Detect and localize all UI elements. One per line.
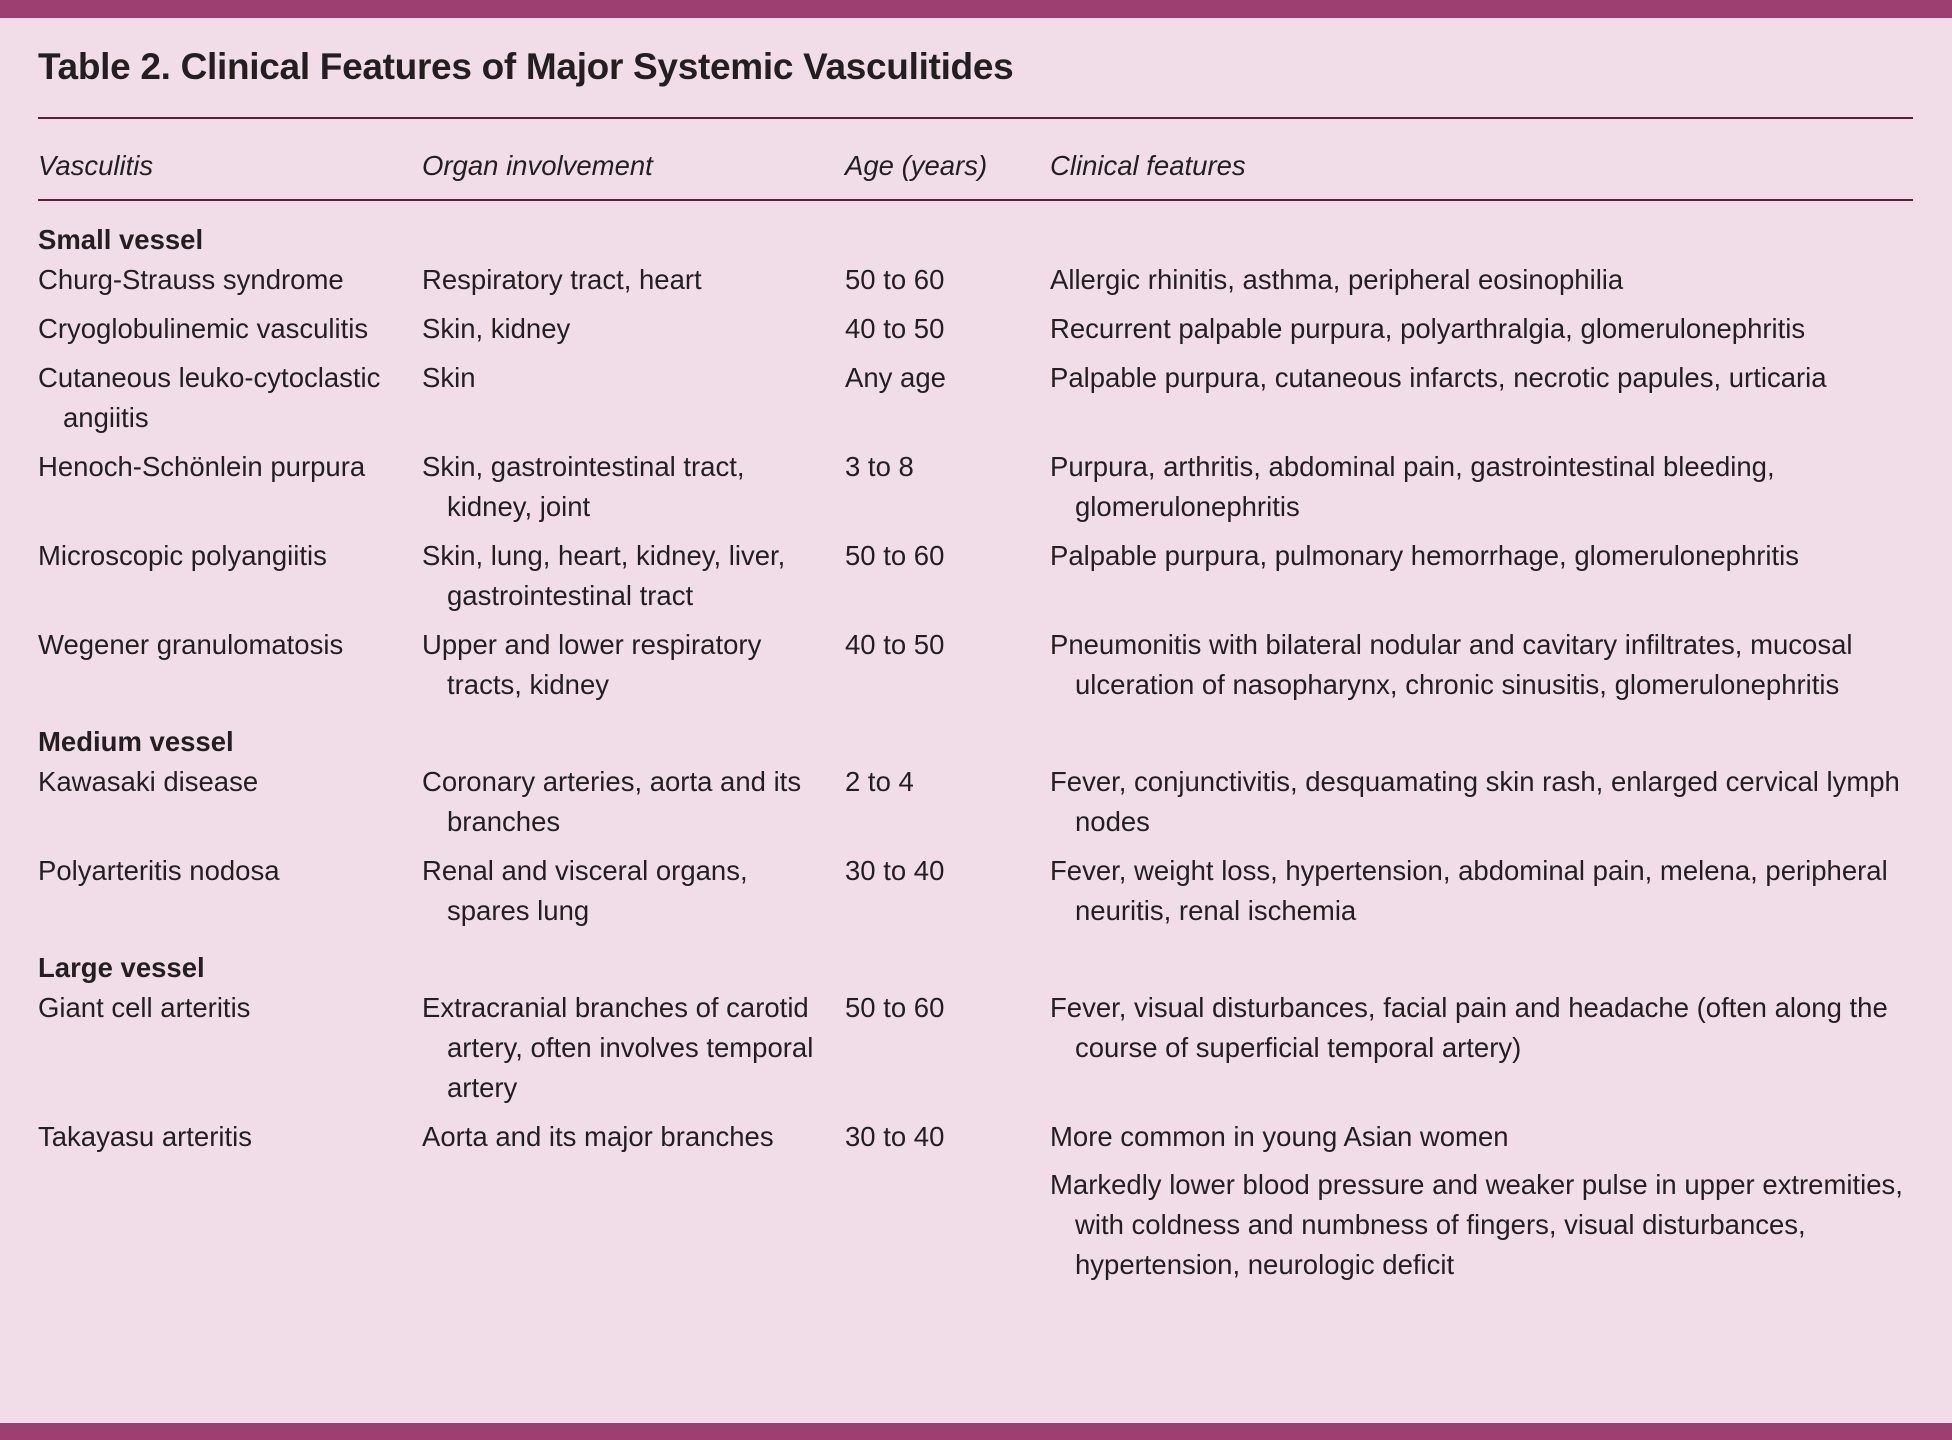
table-title: Table 2. Clinical Features of Major Systemic Vasculitides xyxy=(38,46,1014,87)
organ-cell: Skin, lung, heart, kidney, liver, gastrointestinal tract xyxy=(422,540,786,611)
organ-cell: Upper and lower respiratory tracts, kidney xyxy=(422,629,762,700)
clinical-feature-text: Fever, visual disturbances, facial pain and headache (often along the course of superficial temporal artery) xyxy=(1050,992,1888,1063)
vasculitis-cell: Cutaneous leuko-cytoclastic angiitis xyxy=(38,362,381,433)
header-organ-involvement: Organ involvement xyxy=(422,150,653,181)
table-row xyxy=(38,447,1913,536)
age-cell: 2 to 4 xyxy=(845,766,914,797)
section-row xyxy=(38,940,1913,988)
vasculitis-cell: Giant cell arteritis xyxy=(38,992,251,1023)
vasculitis-cell: Wegener granulomatosis xyxy=(38,629,344,660)
age-cell: 50 to 60 xyxy=(845,264,945,295)
section-row xyxy=(38,714,1913,762)
vasculitides-table xyxy=(38,150,1913,1294)
organ-cell: Skin, kidney xyxy=(422,313,571,344)
age-cell: Any age xyxy=(845,362,946,393)
age-cell: 30 to 40 xyxy=(845,1121,945,1152)
vasculitis-cell: Henoch-Schönlein purpura xyxy=(38,451,366,482)
organ-cell: Coronary arteries, aorta and its branches xyxy=(422,766,802,837)
header-vasculitis: Vasculitis xyxy=(38,150,154,181)
clinical-feature-text: More common in young Asian women xyxy=(1050,1121,1509,1152)
organ-cell: Skin, gastrointestinal tract, kidney, joint xyxy=(422,451,745,522)
table-body xyxy=(38,220,1913,1294)
table-row xyxy=(38,625,1913,714)
clinical-features-cell xyxy=(1050,358,1913,447)
clinical-feature-text: Pneumonitis with bilateral nodular and cavitary infiltrates, mucosal ulceration of nasopharynx, chronic sinusitis, glomerulonephritis xyxy=(1050,629,1853,700)
clinical-features-cell xyxy=(1050,1117,1913,1294)
clinical-features-cell xyxy=(1050,447,1913,536)
clinical-features-cell xyxy=(1050,625,1913,714)
age-cell: 50 to 60 xyxy=(845,992,945,1023)
table-row xyxy=(38,536,1913,625)
age-cell: 50 to 60 xyxy=(845,540,945,571)
table-row xyxy=(38,988,1913,1117)
vasculitis-cell: Polyarteritis nodosa xyxy=(38,855,280,886)
clinical-features-cell xyxy=(1050,851,1913,940)
clinical-features-cell xyxy=(1050,762,1913,851)
clinical-features-cell xyxy=(1050,988,1913,1117)
clinical-features-cell xyxy=(1050,536,1913,625)
section-row xyxy=(38,220,1913,260)
clinical-feature-text: Markedly lower blood pressure and weaker pulse in upper extremities, with coldness and numbness of fingers, visual disturbances, hypertension, neurologic deficit xyxy=(1050,1169,1903,1280)
bottom-accent-bar xyxy=(0,1423,1952,1440)
age-cell: 3 to 8 xyxy=(845,451,914,482)
table-row xyxy=(38,1117,1913,1294)
table-row xyxy=(38,762,1913,851)
vasculitis-cell: Cryoglobulinemic vasculitis xyxy=(38,313,369,344)
header-clinical-features: Clinical features xyxy=(1050,150,1246,181)
vasculitis-cell: Kawasaki disease xyxy=(38,766,259,797)
vasculitis-cell: Takayasu arteritis xyxy=(38,1121,252,1152)
age-cell: 40 to 50 xyxy=(845,629,945,660)
clinical-feature-text: Palpable purpura, pulmonary hemorrhage, glomerulonephritis xyxy=(1050,540,1800,571)
clinical-feature-text: Fever, conjunctivitis, desquamating skin rash, enlarged cervical lymph nodes xyxy=(1050,766,1900,837)
organ-cell: Respiratory tract, heart xyxy=(422,264,702,295)
organ-cell: Renal and visceral organs, spares lung xyxy=(422,855,748,926)
vasculitis-cell: Churg-Strauss syndrome xyxy=(38,264,344,295)
clinical-feature-text: Purpura, arthritis, abdominal pain, gastrointestinal bleeding, glomerulonephritis xyxy=(1050,451,1775,522)
table-row xyxy=(38,851,1913,940)
clinical-features-cell xyxy=(1050,260,1913,309)
table-row xyxy=(38,309,1913,358)
clinical-feature-text: Recurrent palpable purpura, polyarthralgia, glomerulonephritis xyxy=(1050,313,1806,344)
clinical-features-cell xyxy=(1050,309,1913,358)
clinical-feature-text: Palpable purpura, cutaneous infarcts, necrotic papules, urticaria xyxy=(1050,362,1827,393)
header-age: Age (years) xyxy=(845,150,988,181)
age-cell: 40 to 50 xyxy=(845,313,945,344)
vasculitis-cell: Microscopic polyangiitis xyxy=(38,540,327,571)
section-heading: Small vessel xyxy=(38,224,204,255)
organ-cell: Aorta and its major branches xyxy=(422,1121,774,1152)
header-row xyxy=(38,150,1913,198)
age-cell: 30 to 40 xyxy=(845,855,945,886)
clinical-feature-text: Allergic rhinitis, asthma, peripheral eosinophilia xyxy=(1050,264,1624,295)
organ-cell: Extracranial branches of carotid artery, often involves temporal artery xyxy=(422,992,814,1103)
table-row xyxy=(38,260,1913,309)
organ-cell: Skin xyxy=(422,362,476,393)
section-heading: Medium vessel xyxy=(38,726,234,757)
table-row xyxy=(38,358,1913,447)
clinical-feature-text: Fever, weight loss, hypertension, abdominal pain, melena, peripheral neuritis, renal ischemia xyxy=(1050,855,1888,926)
top-accent-bar xyxy=(0,0,1952,18)
title-rule xyxy=(38,117,1913,119)
section-heading: Large vessel xyxy=(38,952,205,983)
